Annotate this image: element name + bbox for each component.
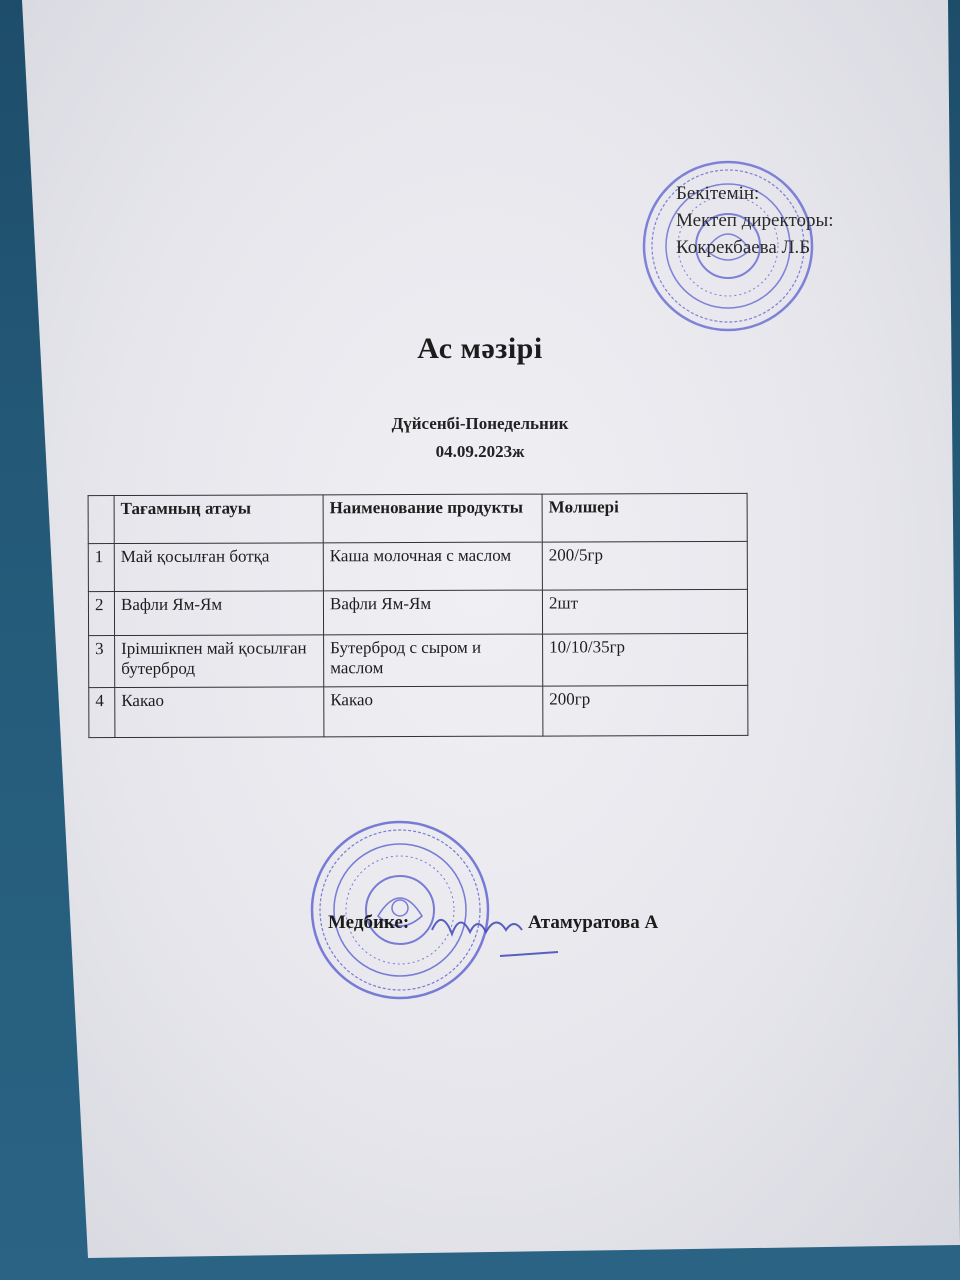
row-kazakh-name: Вафли Ям-Ям (114, 591, 323, 636)
row-amount: 2шт (542, 589, 747, 634)
approval-block (676, 180, 834, 261)
row-amount: 10/10/35гр (543, 633, 748, 686)
header-number (88, 496, 114, 544)
document-title: Ас мәзірі (417, 332, 543, 365)
approval-line-1: Бекітемін: (676, 183, 760, 204)
table-row (88, 589, 747, 635)
day-label: Дүйсенбі-Понедельник (391, 414, 569, 433)
row-kazakh-name: Какао (115, 687, 324, 738)
row-amount: 200/5гр (542, 541, 747, 590)
date-label: 04.09.2023ж (435, 442, 525, 461)
row-number: 3 (89, 636, 115, 688)
row-kazakh-name: Май қосылған ботқа (114, 543, 323, 592)
table-header-row (88, 493, 747, 543)
header-amount: Мөлшері (542, 493, 747, 542)
table-row (89, 685, 748, 737)
table-row (89, 633, 748, 687)
row-number: 1 (88, 544, 114, 592)
row-russian-name: Каша молочная с маслом (323, 542, 542, 591)
row-number: 2 (88, 592, 114, 636)
row-russian-name: Вафли Ям-Ям (323, 590, 542, 635)
row-russian-name: Бутерброд с сыром и маслом (324, 634, 543, 687)
header-russian-name: Наименование продукты (323, 494, 542, 543)
nurse-name: Атамуратова А (528, 912, 659, 933)
header-kazakh-name: Тағамның атауы (114, 495, 323, 544)
row-kazakh-name: Ірімшікпен май қосылған бутерброд (115, 635, 324, 688)
row-russian-name: Какао (324, 686, 543, 737)
row-number: 4 (89, 688, 115, 738)
menu-table (88, 493, 749, 738)
approval-line-3: Кокрекбаева Л.Б (676, 237, 811, 258)
approval-line-2: Мектеп директоры: (676, 210, 834, 231)
row-amount: 200гр (543, 685, 748, 736)
table-row (88, 541, 747, 591)
nurse-label: Медбике: (328, 912, 410, 933)
